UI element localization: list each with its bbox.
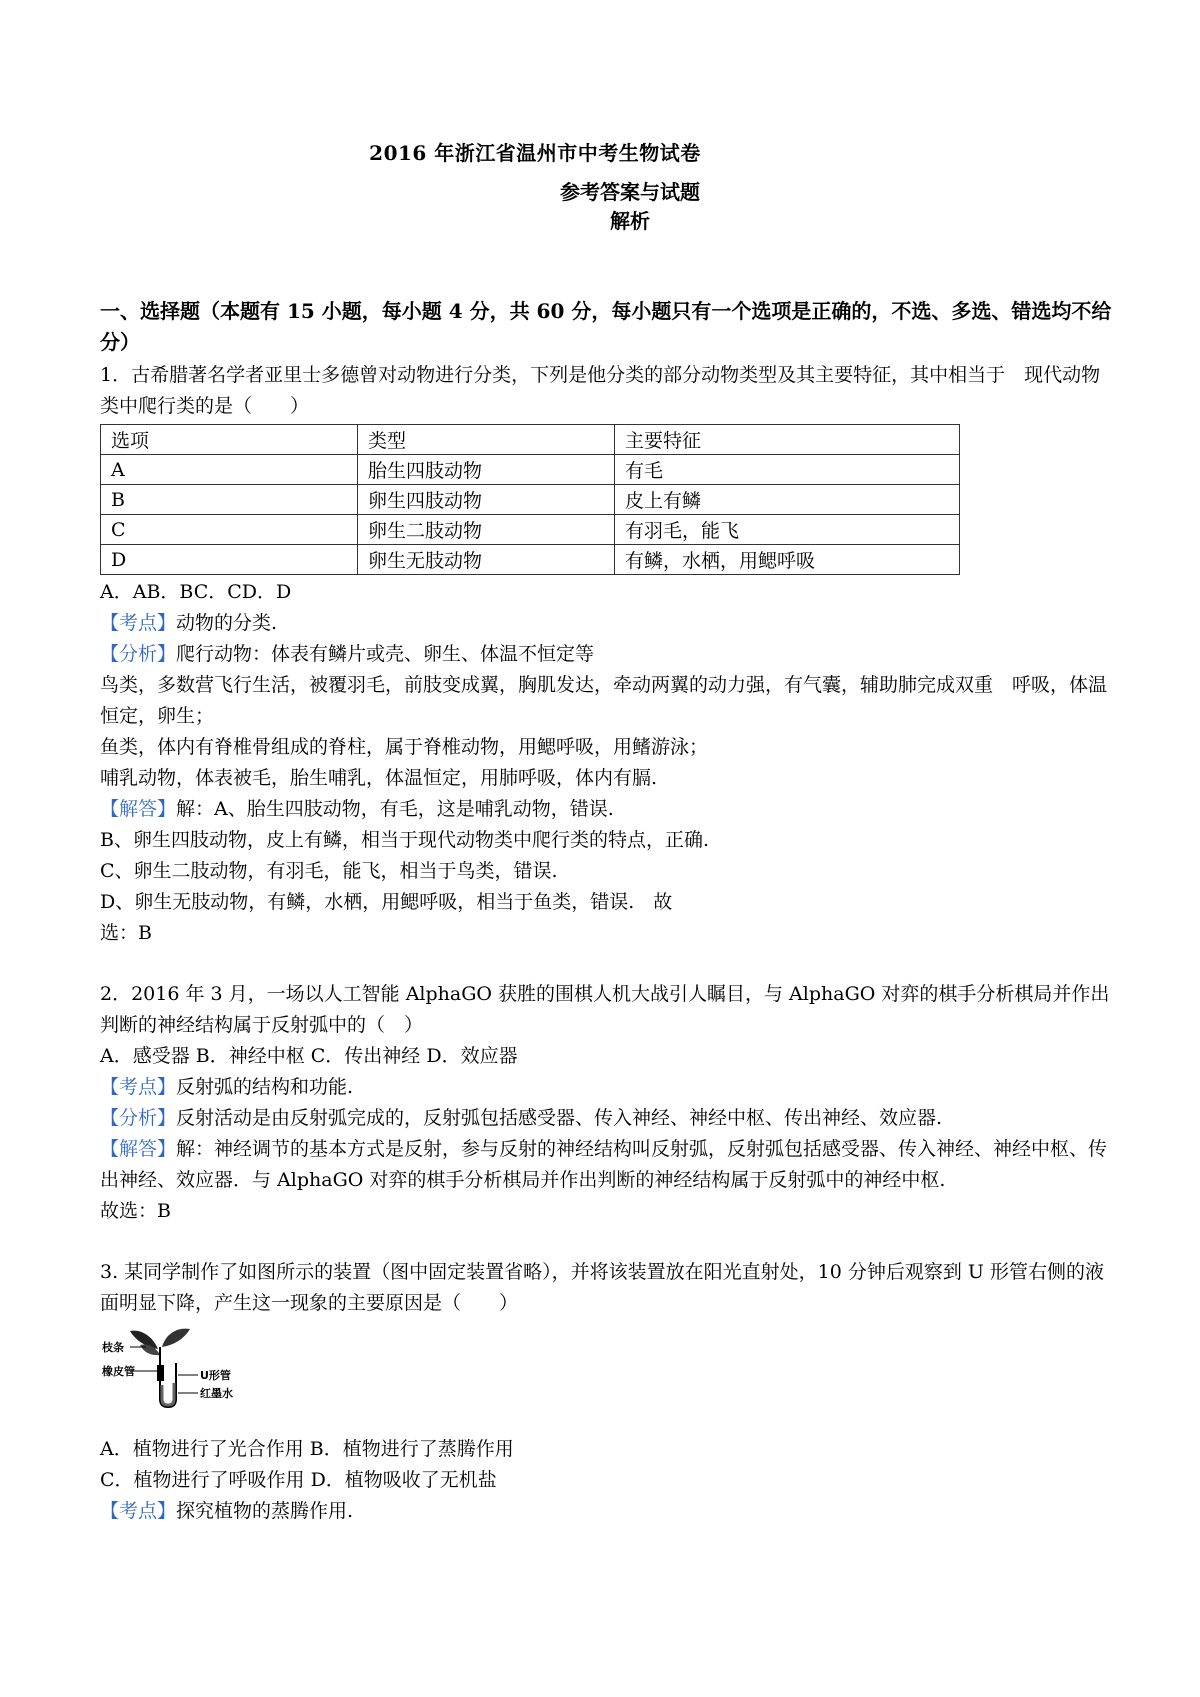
page-title: 2016 年浙江省温州市中考生物试卷	[369, 141, 701, 165]
table-cell: 有羽毛，能飞	[615, 515, 960, 545]
table-header: 主要特征	[615, 425, 960, 455]
table-cell: 皮上有鳞	[615, 485, 960, 515]
jieda-tag: 【解答】	[100, 1138, 177, 1160]
page-subtitle-answers: 参考答案与试题	[560, 180, 700, 204]
q2-choices: A．感受器 B．神经中枢 C．传出神经 D．效应器	[100, 1045, 518, 1067]
table-row	[101, 455, 960, 485]
jieda-tag: 【解答】	[100, 798, 177, 820]
q1-choices: A．AB．BC．CD．D	[100, 581, 292, 603]
fenxi-text: 爬行动物：体表有鳞片或壳、卵生、体温不恒定等	[176, 643, 595, 665]
q1-fenxi-line: 鸟类，多数营飞行生活，被覆羽毛，前肢变成翼，胸肌发达，牵动两翼的动力强，有气囊，辅助肺完成双重 呼吸，体温恒定，卵生；	[100, 674, 1108, 727]
table-header: 选项	[101, 425, 358, 455]
table-header: 类型	[358, 425, 615, 455]
table-header-row	[101, 425, 960, 455]
q1-stem: 1．古希腊著名学者亚里士多德曾对动物进行分类，下列是他分类的部分动物类型及其主要特征，其中相当于 现代动物类中爬行类的是（ ）	[100, 364, 1101, 417]
leaf-shape	[162, 1329, 190, 1347]
fenxi-tag: 【分析】	[100, 643, 177, 665]
red-ink-liquid	[162, 1383, 174, 1405]
kaodian-text: 探究植物的蒸腾作用.	[176, 1500, 354, 1522]
q1-jieda-line: C、卵生二肢动物，有羽毛，能飞，相当于鸟类，错误.	[100, 860, 558, 882]
figure-label: U形管	[200, 1369, 231, 1382]
table-cell: 卵生无肢动物	[358, 545, 615, 575]
q1-fenxi-line: 鱼类，体内有脊椎骨组成的脊柱，属于脊椎动物，用鳃呼吸，用鳍游泳；	[100, 736, 709, 758]
section-heading: 一、选择题（本题有 15 小题，每小题 4 分，共 60 分，每小题只有一个选项是正确的，不选、多选、错选均不给分）	[100, 299, 1112, 354]
q1-fenxi-line: 哺乳动物，体表被毛，胎生哺乳，体温恒定，用肺呼吸，体内有膈.	[100, 767, 658, 789]
jieda-text: 解：A、胎生四肢动物，有毛，这是哺乳动物，错误.	[176, 798, 614, 820]
document-body	[100, 296, 1115, 1527]
rubber-tube	[157, 1365, 164, 1381]
q1-fenxi	[100, 639, 1115, 670]
q1-jieda-line: B、卵生四肢动物，皮上有鳞，相当于现代动物类中爬行类的特点，正确.	[100, 829, 710, 851]
table-cell: 有毛	[615, 455, 960, 485]
q3-choices-line1: A．植物进行了光合作用 B．植物进行了蒸腾作用	[100, 1438, 514, 1460]
kaodian-tag: 【考点】	[100, 1076, 177, 1098]
fenxi-text: 反射活动是由反射弧完成的，反射弧包括感受器、传入神经、神经中枢、传出神经、效应器.	[176, 1107, 943, 1129]
q1-kaodian	[100, 608, 1115, 639]
q2-stem: 2．2016 年 3 月，一场以人工智能 AlphaGO 获胜的围棋人机大战引人瞩目，与 AlphaGO 对弈的棋手分析棋局并作出判断的神经结构属于反射弧中的（ ）	[100, 983, 1110, 1036]
kaodian-text: 反射弧的结构和功能.	[176, 1076, 354, 1098]
leaf-shape	[140, 1344, 160, 1355]
table-cell: C	[101, 515, 358, 545]
table-cell: 胎生四肢动物	[358, 455, 615, 485]
table-cell: 卵生四肢动物	[358, 485, 615, 515]
figure-label: 红墨水	[200, 1387, 233, 1400]
q1-jieda-line: 选：B	[100, 922, 152, 944]
table-cell: B	[101, 485, 358, 515]
kaodian-tag: 【考点】	[100, 612, 177, 634]
q1-jieda	[100, 794, 1115, 825]
q1-table	[100, 424, 960, 575]
q3-choices-line2: C．植物进行了呼吸作用 D．植物吸收了无机盐	[100, 1469, 497, 1491]
table-cell: 卵生二肢动物	[358, 515, 615, 545]
q2-answer: 故选：B	[100, 1200, 171, 1222]
q2-jieda	[100, 1134, 1115, 1196]
q2-kaodian	[100, 1072, 1115, 1103]
kaodian-tag: 【考点】	[100, 1500, 177, 1522]
q3-kaodian	[100, 1496, 1115, 1527]
figure-label: 枝条	[102, 1341, 124, 1354]
q2-fenxi	[100, 1103, 1115, 1134]
jieda-text: 解：神经调节的基本方式是反射，参与反射的神经结构叫反射弧，反射弧包括感受器、传入神经、神经中枢、传出神经、效应器．与 AlphaGO 对弈的棋手分析棋局并作出判断的神经结构属于反射弧中的神经中枢.	[100, 1138, 1108, 1191]
figure-label: 橡皮管	[102, 1365, 135, 1378]
table-row	[101, 485, 960, 515]
q3-stem: 3. 某同学制作了如图所示的装置（图中固定装置省略），并将该装置放在阳光直射处，10 分钟后观察到 U 形管右侧的液面明显下降，产生这一现象的主要原因是（ ）	[100, 1261, 1104, 1314]
table-cell: 有鳞，水栖，用鳃呼吸	[615, 545, 960, 575]
table-cell: A	[101, 455, 358, 485]
table-row	[101, 515, 960, 545]
page-subtitle-analysis: 解析	[610, 209, 650, 233]
u-tube-apparatus-figure	[100, 1325, 260, 1411]
table-cell: D	[101, 545, 358, 575]
table-row	[101, 545, 960, 575]
q1-jieda-line: D、卵生无肢动物，有鳞，水栖，用鳃呼吸，相当于鱼类，错误. 故	[100, 891, 673, 913]
fenxi-tag: 【分析】	[100, 1107, 177, 1129]
kaodian-text: 动物的分类.	[176, 612, 278, 634]
